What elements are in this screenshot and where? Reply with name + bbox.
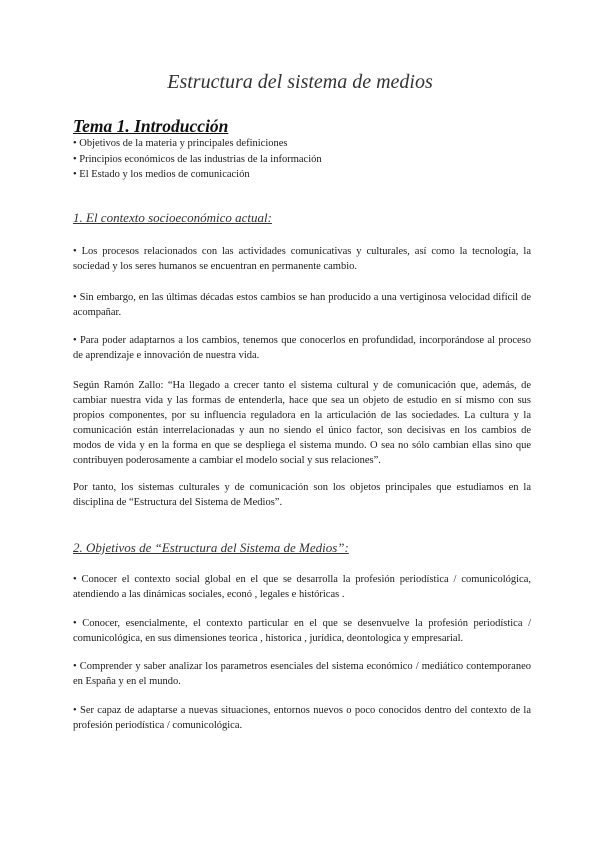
section-heading-objectives: 2. Objetivos de “Estructura del Sistema de Medios”: (73, 540, 349, 555)
paragraph: • Los procesos relacionados con las actividades comunicativas y culturales, así como la tecnología, la sociedad y los seres humanos se encuentran en permanente cambio. (73, 246, 531, 272)
paragraph: • Sin embargo, en las últimas décadas estos cambios se han producido a una vertiginosa velocidad difícil de acompañar. (73, 292, 531, 318)
tema-bullet-list (73, 136, 322, 183)
paragraph: • Conocer, esencialmente, el contexto particular en el que se desenvuelve la profesión periodística / comunicológica, en sus dimensiones teorica , historica , jurídica, deontologica y empresarial. (73, 618, 531, 644)
paragraph: • Ser capaz de adaptarse a nuevas situaciones, entornos nuevos o poco conocidos dentro del contexto de la profesión periodística / comunicológica. (73, 705, 531, 731)
quote-paragraph: Según Ramón Zallo: “Ha llegado a crecer tanto el sistema cultural y de comunicación que, además, de cambiar nuestra vida y las formas de entenderla, hace que sea un objeto de estudio en sí mismo con sus propios componentes, por su influencia reguladora en la articulación de las sociedades. La cultura y la comunicación están interrelacionadas y aun no siendo el único factor, son decisivas en los cambios de modos de vida y en la forma en que se despliega el sistema mundo. O sea no sólo cambian ellas sino que contribuyen poderosamente a cambiar el modelo social y sus relaciones”. (73, 380, 531, 466)
tema-heading: Tema 1. Introducción (73, 116, 229, 136)
list-item: • Objetivos de la materia y principales definiciones (73, 138, 288, 149)
list-item: • El Estado y los medios de comunicación (73, 169, 250, 180)
section-heading-context: 1. El contexto socioeconómico actual: (73, 210, 272, 225)
document-title: Estructura del sistema de medios (167, 71, 433, 93)
paragraph: • Para poder adaptarnos a los cambios, tenemos que conocerlos en profundidad, incorporándose al proceso de aprendizaje e innovación de nuestra vida. (73, 335, 531, 361)
paragraph: • Comprender y saber analizar los parametros esenciales del sistema económico / mediático contemporaneo en España y en el mundo. (73, 661, 531, 687)
list-item: • Principios económicos de las industrias de la información (73, 153, 322, 165)
paragraph: Por tanto, los sistemas culturales y de comunicación son los objetos principales que estudiamos en la disciplina de “Estructura del Sistema de Medios”. (73, 482, 531, 508)
paragraph: • Conocer el contexto social global en el que se desarrolla la profesión periodística / comunicológica, atendiendo a las dinámicas sociales, econó , legales e históricas . (73, 574, 531, 600)
